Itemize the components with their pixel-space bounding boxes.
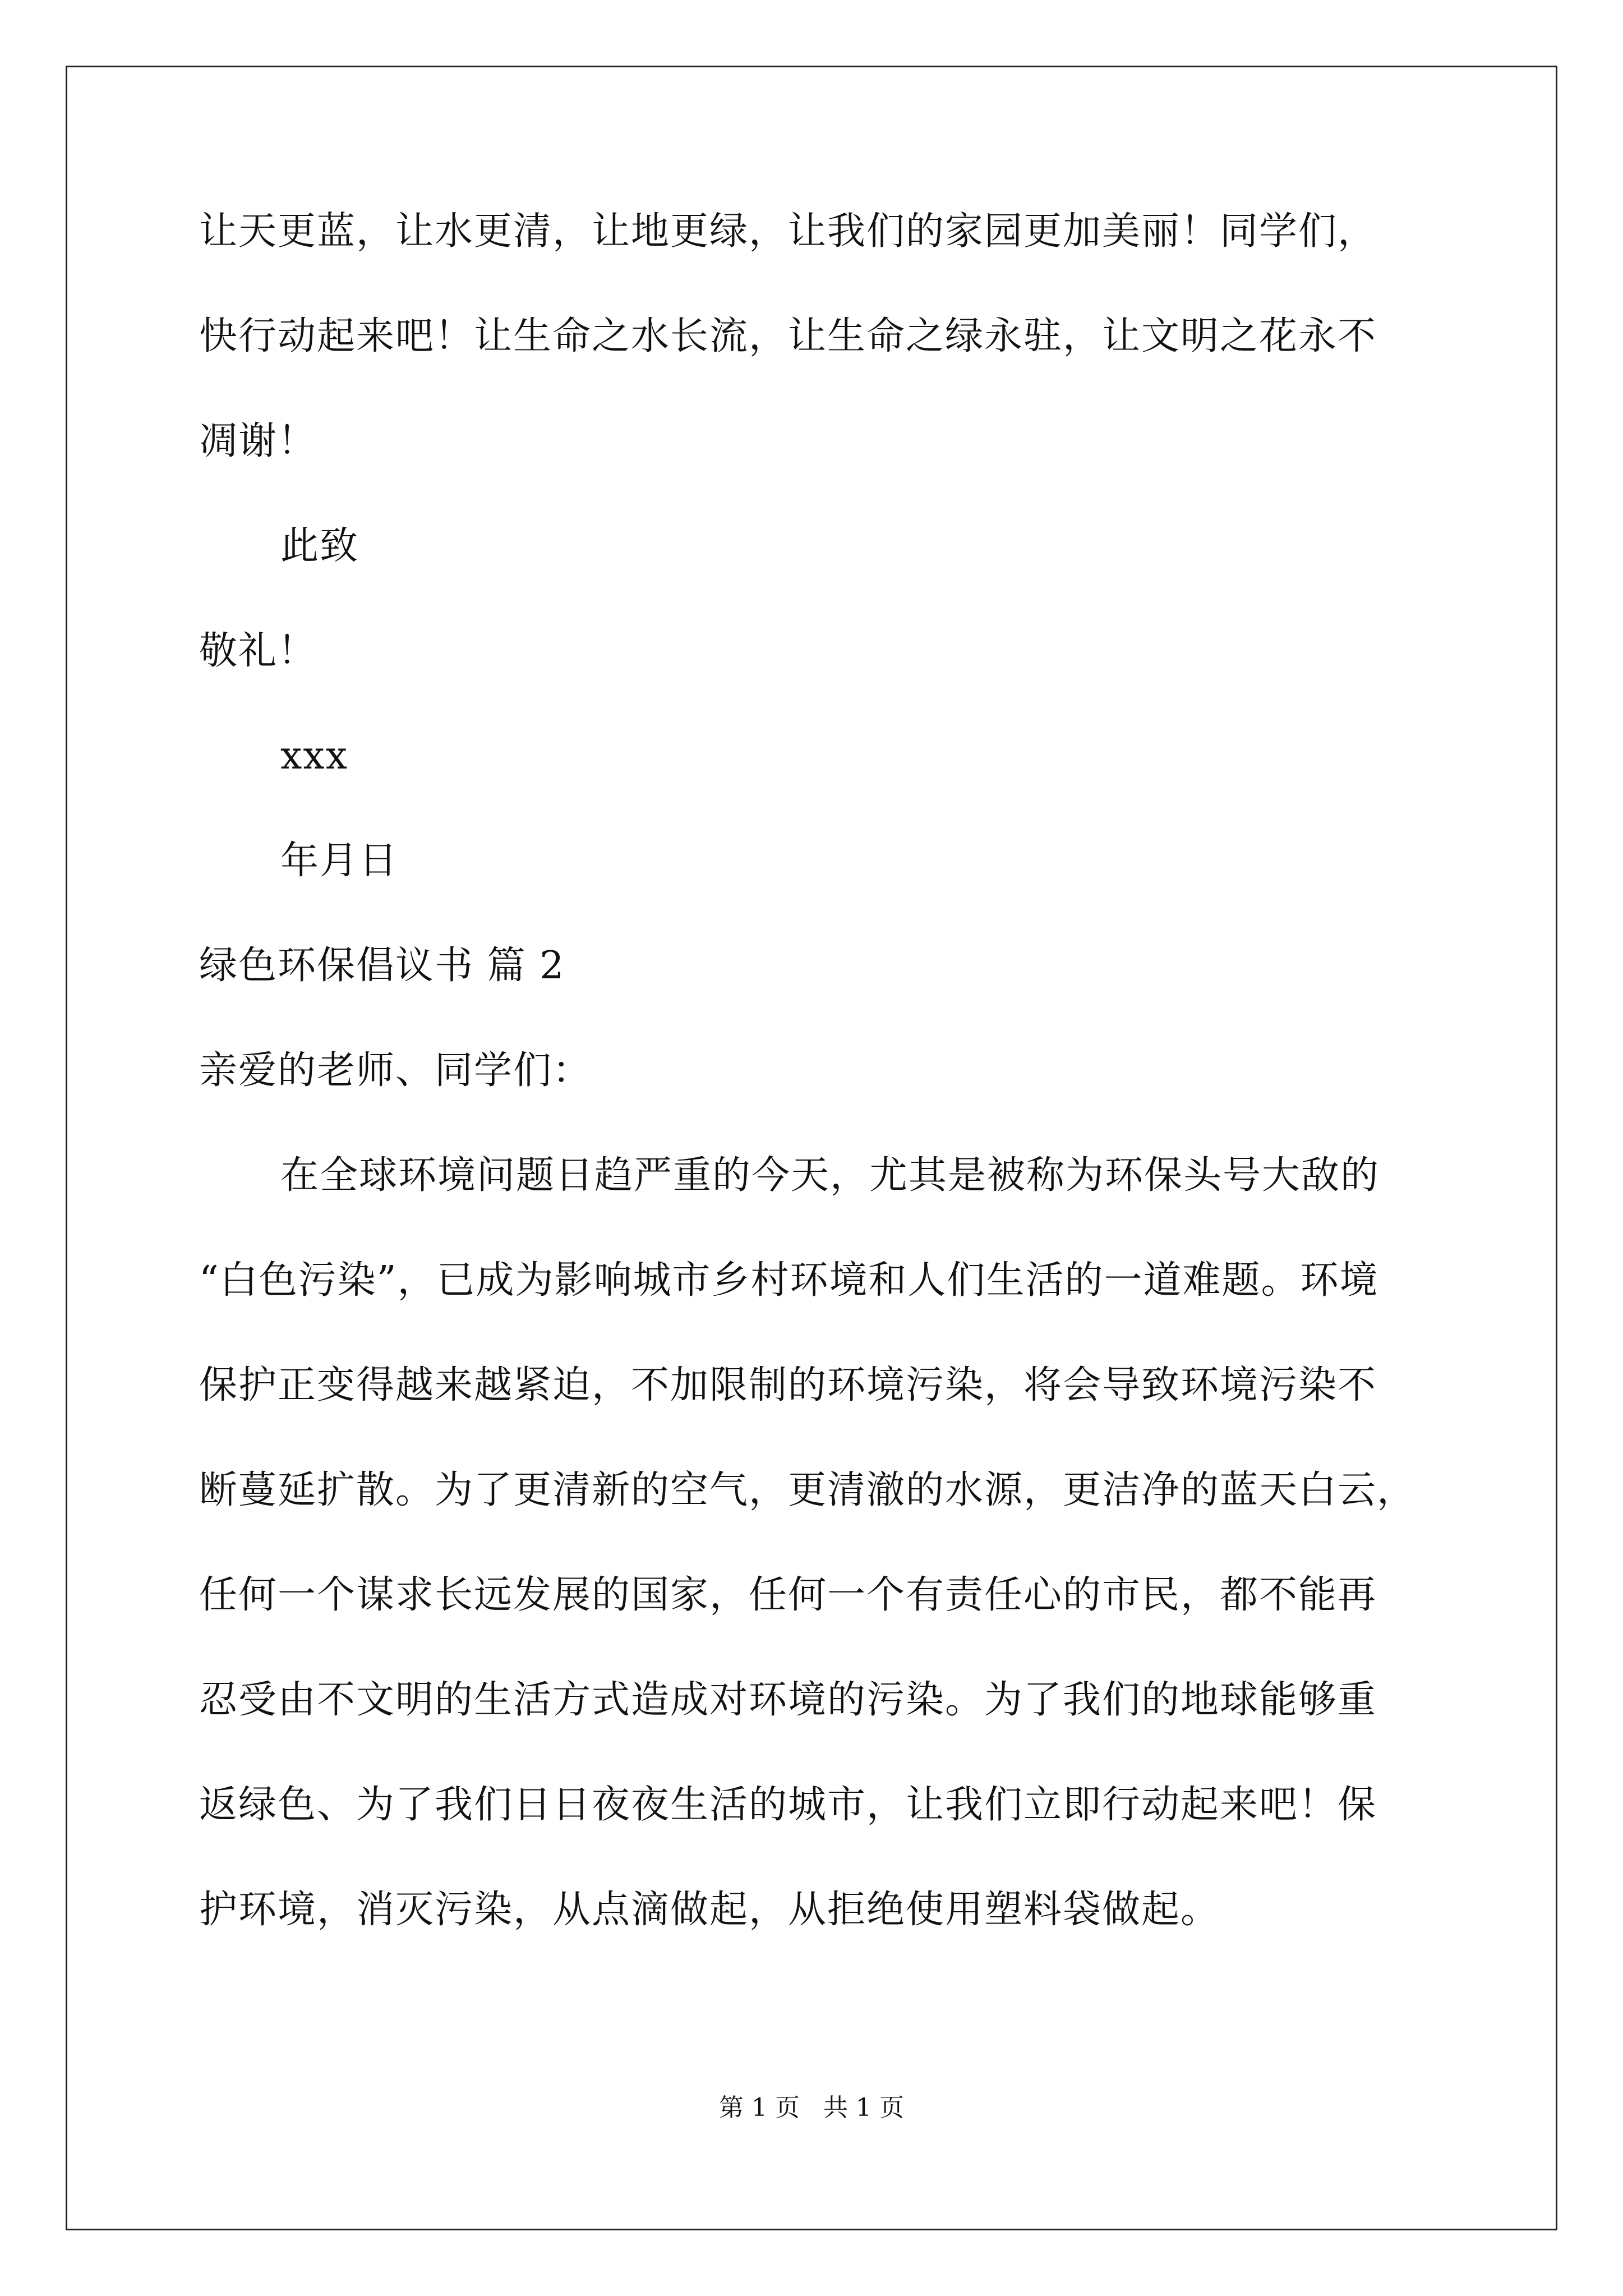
section-title: 绿色环保倡议书 篇 2 bbox=[199, 944, 565, 988]
date-line: 年月日 bbox=[280, 839, 399, 883]
paragraph-line: 忍受由不文明的生活方式造成对环境的污染。为了我们的地球能够重 bbox=[199, 1678, 1377, 1722]
signature-line: xxx bbox=[280, 734, 349, 778]
paragraph-line: 护环境，消灭污染，从点滴做起，从拒绝使用塑料袋做起。 bbox=[199, 1888, 1220, 1932]
paragraph-line: 任何一个谋求长远发展的国家，任何一个有责任心的市民，都不能再 bbox=[199, 1573, 1377, 1617]
paragraph-line: 保护正变得越来越紧迫，不加限制的环境污染，将会导致环境污染不 bbox=[199, 1363, 1377, 1407]
paragraph-line: 凋谢！ bbox=[199, 419, 317, 463]
greeting-line: 亲爱的老师、同学们： bbox=[199, 1048, 592, 1093]
page-footer: 第 1 页 共 1 页 bbox=[719, 2093, 904, 2122]
paragraph-line: 在全球环境问题日趋严重的今天，尤其是被称为环保头号大敌的 bbox=[280, 1153, 1380, 1198]
salutation-line: 此致 bbox=[280, 524, 359, 568]
closing-line: 敬礼！ bbox=[199, 629, 317, 673]
paragraph-line: “白色污染”，已成为影响城市乡村环境和人们生活的一道难题。环境 bbox=[199, 1258, 1379, 1303]
paragraph-line: 断蔓延扩散。为了更清新的空气，更清澈的水源，更洁净的蓝天白云， bbox=[199, 1468, 1417, 1512]
paragraph-line: 让天更蓝，让水更清，让地更绿，让我们的家园更加美丽！同学们， bbox=[199, 209, 1377, 254]
paragraph-line: 返绿色、为了我们日日夜夜生活的城市，让我们立即行动起来吧！保 bbox=[199, 1783, 1377, 1827]
paragraph-line: 快行动起来吧！让生命之水长流，让生命之绿永驻，让文明之花永不 bbox=[199, 314, 1377, 358]
